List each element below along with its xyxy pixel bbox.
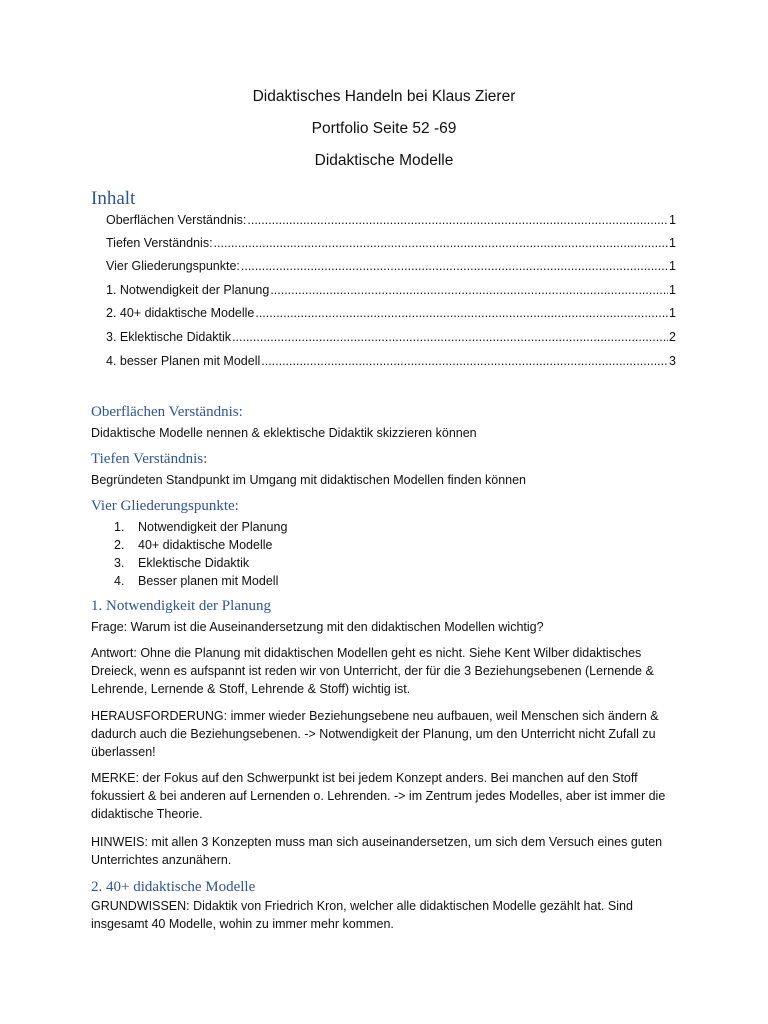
paragraph-hinweis: HINWEIS: mit allen 3 Konzepten muss man sich auseinandersetzen, um sich dem Versuch eines guten Unterrichtes anzunähern. <box>91 835 663 867</box>
list-item: 4. Besser planen mit Modell <box>114 574 279 588</box>
toc-entry-page: 2 <box>669 330 676 344</box>
toc-entry-label: 1. Notwendigkeit der Planung <box>106 283 270 297</box>
toc-entry-page: 1 <box>669 306 676 320</box>
toc-entry-page: 1 <box>669 283 676 297</box>
toc-leader-dots <box>261 354 668 368</box>
list-item: 2. 40+ didaktische Modelle <box>114 538 273 552</box>
document-title: Didaktisches Handeln bei Klaus Zierer <box>252 88 516 105</box>
toc-entry-label: 4. besser Planen mit Modell <box>106 354 261 368</box>
toc-entry-page: 1 <box>669 259 676 273</box>
section-heading-oberflaechen: Oberflächen Verständnis: <box>91 404 243 420</box>
toc-entry-label: Tiefen Verständnis: <box>106 236 213 250</box>
toc-entry-label: 2. 40+ didaktische Modelle <box>106 306 255 320</box>
toc-entry-page: 1 <box>669 213 676 227</box>
list-item: 1. Notwendigkeit der Planung <box>114 520 288 534</box>
paragraph-frage: Frage: Warum ist die Auseinandersetzung mit den didaktischen Modellen wichtig? <box>91 620 544 634</box>
paragraph-antwort: Antwort: Ohne die Planung mit didaktischen Modellen geht es nicht. Siehe Kent Wilber didaktisches Dreieck, wenn es aufspannt ist reden wir von Unterricht, der für die 3 Beziehungsebenen (Lernende & Lehrende, Lernende & Stoff, Lehrende & Stoff) wichtig ist. <box>91 646 654 696</box>
toc-entry-page: 3 <box>669 354 676 368</box>
numbered-list <box>114 518 287 590</box>
toc-entry[interactable] <box>106 354 676 370</box>
section-heading-notwendigkeit: 1. Notwendigkeit der Planung <box>91 598 271 614</box>
toc-entry[interactable] <box>106 259 676 275</box>
toc-entry[interactable] <box>106 283 676 299</box>
section-heading-gliederung: Vier Gliederungspunkte: <box>91 498 239 514</box>
document-subtitle: Portfolio Seite 52 -69 <box>311 120 457 137</box>
paragraph-herausforderung: HERAUSFORDERUNG: immer wieder Beziehungsebene neu aufbauen, weil Menschen sich ändern & dadurch auch die Beziehungsebenen. -> Notwendigkeit der Planung, um den Unterricht nicht Zufall zu überlassen! <box>91 709 659 759</box>
toc-entry-label: 3. Eklektische Didaktik <box>106 330 232 344</box>
toc-entry-page: 1 <box>669 236 676 250</box>
toc-leader-dots <box>255 306 668 320</box>
toc-entry[interactable] <box>106 213 676 229</box>
section-heading-tiefen: Tiefen Verständnis: <box>91 451 208 467</box>
toc-leader-dots <box>232 330 668 344</box>
toc-heading: Inhalt <box>91 188 136 209</box>
toc-leader-dots <box>214 236 669 250</box>
toc-leader-dots <box>241 259 668 273</box>
toc-leader-dots <box>247 213 668 227</box>
toc-entry[interactable] <box>106 330 676 346</box>
paragraph-grundwissen: GRUNDWISSEN: Didaktik von Friedrich Kron, welcher alle didaktischen Modelle gezählt hat. Sind insgesamt 40 Modelle, wohin zu immer mehr kommen. <box>91 899 633 931</box>
toc-entry-label: Vier Gliederungspunkte: <box>106 259 240 273</box>
section-heading-modelle: 2. 40+ didaktische Modelle <box>91 879 256 895</box>
toc-entry[interactable] <box>106 306 676 322</box>
paragraph-merke: MERKE: der Fokus auf den Schwerpunkt ist bei jedem Konzept anders. Bei manchen auf den Stoff fokussiert & bei anderen auf Lernenden o. Lehrenden. -> im Zentrum jedes Modelles, aber ist immer die didaktische Theorie. <box>91 771 666 821</box>
list-item: 3. Eklektische Didaktik <box>114 556 250 570</box>
section-text-oberflaechen: Didaktische Modelle nennen & eklektische Didaktik skizzieren können <box>91 426 477 440</box>
section-text-tiefen: Begründeten Standpunkt im Umgang mit didaktischen Modellen finden können <box>91 473 526 487</box>
toc-entry-label: Oberflächen Verständnis: <box>106 213 247 227</box>
document-topic: Didaktische Modelle <box>314 152 454 169</box>
toc-leader-dots <box>270 283 668 297</box>
toc-entry[interactable] <box>106 236 676 252</box>
